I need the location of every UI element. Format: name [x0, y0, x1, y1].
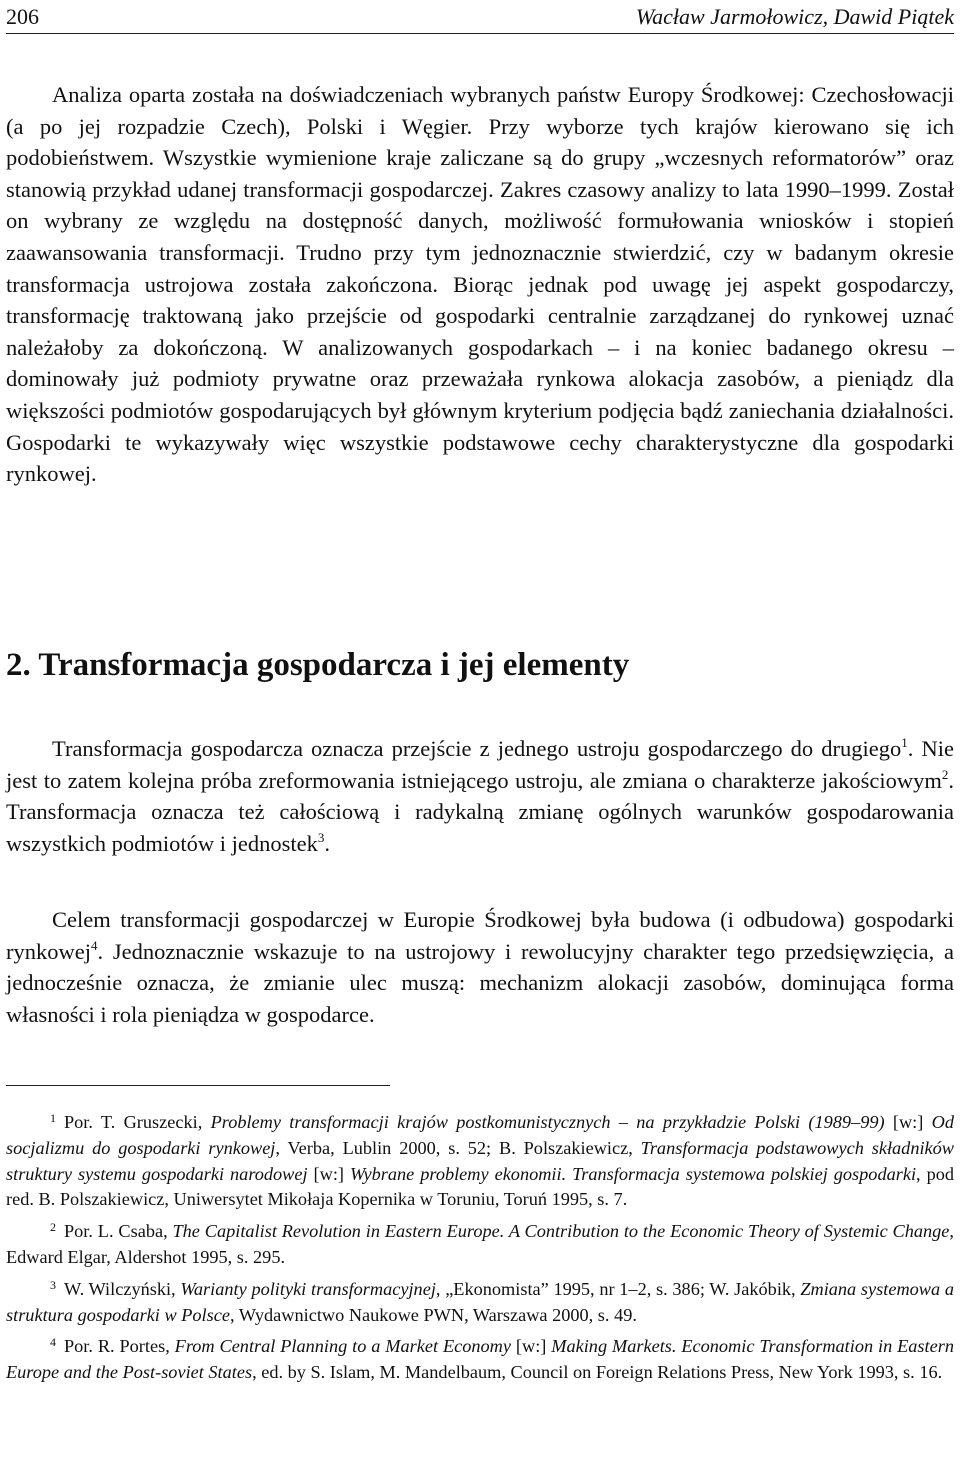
footnote-title: Zmiana systemowa a struktura gospodarki w Polsce	[6, 1278, 954, 1325]
body-paragraph-1: Analiza oparta została na doświadczeniach wybranych państw Europy Środkowej: Czechosłowacji (a po jej rozpadzie Czech), Polski i Węgier. Przy wyborze tych krajów kierowano się ich podobieństwem. Wszystkie wymienione kraje zaliczane są do grupy „wczesnych reformatorów” oraz stanowią przykład udanej transformacji gospodarczej. Zakres czasowy analizy to lata 1990–1999. Został on wybrany ze względu na dostępność danych, możliwość formułowania wniosków i stopień zaawansowania transformacji. Trudno przy tym jednoznacznie stwierdzić, czy w badanym okresie transformacja ustrojowa została zakończona. Biorąc jednak pod uwagę jej aspekt gospodarczy, transformację traktowaną jako przejście od gospodarki centralnie zarządzanej do rynkowej uznać należałoby za dokończoną. W analizowanych gospodarkach – i na koniec badanego okresu – dominowały już podmioty prywatne oraz przeważała rynkowa alokacja zasobów, a pieniądz dla większości podmiotów gospodarujących był głównym kryterium podjęcia bądź zaniechania działalności. Gospodarki te wykazywały więc wszystkie podstawowe cechy charakterystyczne dla gospodarki rynkowej.	[6, 82, 954, 487]
footnote-1	[6, 1106, 954, 1213]
running-header-authors: Wacław Jarmołowicz, Dawid Piątek	[635, 4, 954, 29]
footnote-title: Od socjalizmu do gospodarki rynkowej	[6, 1112, 954, 1158]
paragraph-2-text: Transformacja gospodarcza oznacza przejście z jednego ustroju gospodarczego do drugiego	[52, 736, 902, 761]
footnote-title: Problemy transformacji krajów postkomunistycznych – na przykładzie Polski (1989–99)	[210, 1112, 885, 1132]
paragraph-3-text: Celem transformacji gospodarczej w Europie Środkowej była budowa (i odbudowa) gospodarki rynkowej	[6, 907, 954, 964]
body-paragraph-2	[6, 733, 954, 859]
footnote-ref-1: 1	[901, 735, 908, 750]
footnote-number: 4	[50, 1335, 56, 1350]
footnote-3	[6, 1273, 954, 1329]
footnote-ref-3: 3	[317, 829, 325, 845]
page-number: 206	[6, 4, 39, 29]
footnote-text: , pod red. B. Polszakiewicz, Uniwersytet Mikołaja Kopernika w Toruniu, Toruń 1995, s. 7.	[6, 1163, 954, 1210]
footnote-4	[6, 1330, 954, 1386]
footnote-title: From Central Planning to a Market Economy	[174, 1336, 512, 1357]
footnote-separator	[6, 1085, 390, 1086]
footnote-text: Por. T. Gruszecki,	[64, 1112, 211, 1132]
footnote-ref-2: 2	[941, 766, 949, 782]
footnote-text: , ed. by S. Islam, M. Mandelbaum, Council on Foreign Relations Press, New York 1993, s. 16.	[252, 1362, 943, 1383]
footnote-text: , Edward Elgar, Aldershot 1995, s. 295.	[6, 1221, 954, 1267]
footnote-text: W. Wilczyński,	[64, 1278, 181, 1299]
footnote-ref-4: 4	[90, 937, 98, 953]
footnote-text: , Verba, Lublin 2000, s. 52; B. Polszakiewicz,	[275, 1137, 641, 1158]
footnote-text: Por. L. Csaba,	[64, 1221, 173, 1242]
footnote-text: [w:]	[511, 1336, 552, 1357]
footnote-number: 1	[50, 1111, 56, 1125]
paragraph-3-text: . Jednoznacznie wskazuje to na ustrojowy i rewolucyjny charakter tego przedsięwzięcia, a jednocześnie oznacza, że zmianie ulec muszą: mechanizm alokacji zasobów, dominująca forma własności i rola pieniądza w gospodarce.	[6, 938, 954, 1027]
footnote-title: Transformacja podstawowych składników struktury systemu gospodarki narodowej	[6, 1137, 954, 1184]
paragraph-2-text: .	[324, 830, 330, 856]
footnote-title: Wybrane problemy ekonomii. Transformacja systemowa polskiej gospodarki	[349, 1163, 917, 1184]
footnote-number: 2	[50, 1220, 56, 1235]
footnote-text: , Wydawnictwo Naukowe PWN, Warszawa 2000, s. 49.	[229, 1304, 637, 1325]
running-header	[6, 4, 954, 34]
section-heading: 2. Transformacja gospodarcza i jej elementy	[6, 647, 630, 683]
footnote-title: Making Markets. Economic Transformation in Eastern Europe and the Post-soviet States	[6, 1336, 954, 1383]
paragraph-2-text: . Transformacja oznacza też całościową i radykalną zmianę ogólnych warunków gospodarowania wszystkich podmiotów i jednostek	[6, 767, 954, 856]
footnote-text: Por. R. Portes,	[64, 1336, 175, 1357]
footnote-text: , „Ekonomista” 1995, nr 1–2, s. 386; W. Jakóbik,	[435, 1278, 801, 1299]
footnote-number: 3	[50, 1277, 56, 1292]
body-paragraph-3	[6, 904, 954, 1030]
footnote-text: [w:]	[884, 1112, 932, 1132]
footnote-text: [w:]	[307, 1163, 350, 1184]
header-rule	[6, 33, 954, 34]
footnote-title: The Capitalist Revolution in Eastern Europe. A Contribution to the Economic Theory of Systemic Change	[172, 1221, 950, 1242]
footnote-title: Warianty polityki transformacyjnej	[180, 1278, 436, 1299]
footnotes	[6, 1106, 954, 1388]
paragraph-2-text: . Nie jest to zatem kolejna próba zreformowania istniejącego ustroju, ale zmiana o charakterze jakościowym	[6, 736, 954, 793]
footnote-2	[6, 1215, 954, 1271]
